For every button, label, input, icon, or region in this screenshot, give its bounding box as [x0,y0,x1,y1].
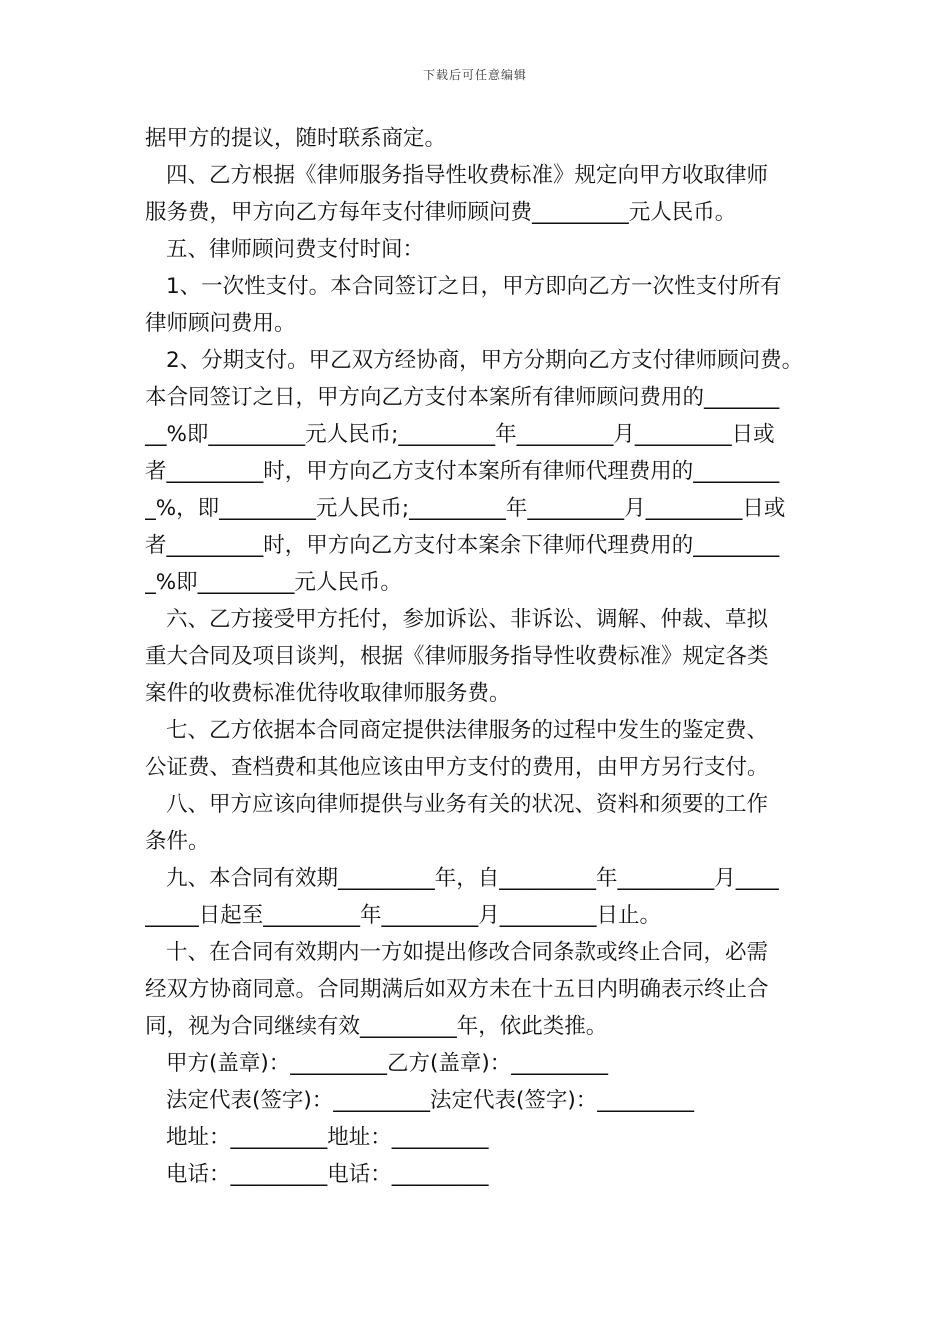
text-line: 同，视为合同继续有效_________年，依此类推。 [145,1014,608,1039]
clause-8-line: 八、甲方应该向律师提供与业务有关的状况、资料和须要的工作 [166,792,769,817]
contract-body [145,120,815,1193]
text-line: 者_________时，甲方向乙方支付本案余下律师代理费用的________ [145,533,780,558]
option-1-line: 1、一次性支付。本合同签订之日，甲方即向乙方一次性支付所有 [166,274,782,299]
signature-seal-line: 甲方(盖章)：_________乙方(盖章)：_________ [166,1051,609,1076]
text-line: 本合同签订之日，甲方向乙方支付本案所有律师顾问费用的_______ [145,385,780,410]
text-line: __%即_________元人民币;_________年_________月_________日或 [145,422,775,447]
text-line: 者_________时，甲方向乙方支付本案所有律师代理费用的________ [145,459,780,484]
text-line: _%即_________元人民币。 [145,570,402,595]
clause-9-line: 九、本合同有效期_________年，自_________年_________月____ [166,866,779,891]
signature-representative-line: 法定代表(签字)：_________法定代表(签字)：_________ [166,1088,695,1113]
text-line: 重大合同及项目谈判，根据《律师服务指导性收费标准》规定各类 [145,644,769,669]
clause-4-line: 四、乙方根据《律师服务指导性收费标准》规定向甲方收取律师 [166,163,769,188]
text-line: 据甲方的提议，随时联系商定。 [145,126,447,151]
option-2-line: 2、分期支付。甲乙双方经协商，甲方分期向乙方支付律师顾问费。 [166,348,804,373]
page-header: 下载后可任意编辑 [422,68,527,82]
text-line: _%，即_________元人民币;_________年_________月_________日或 [145,496,786,521]
text-line: _____日起至_________年_________月_________日止。 [145,903,662,928]
text-line: 案件的收费标准优待收取律师服务费。 [145,681,511,706]
text-line: 服务费，甲方向乙方每年支付律师顾问费_________元人民币。 [145,200,737,225]
text-line: 经双方协商同意。合同期满后如双方未在十五日内明确表示终止合 [145,977,769,1002]
phone-line: 电话：_________电话：_________ [166,1162,489,1187]
clause-10-line: 十、在合同有效期内一方如提出修改合同条款或终止合同，必需 [166,940,769,965]
clause-5-heading: 五、律师顾问费支付时间： [166,237,425,262]
text-line: 律师顾问费用。 [145,311,296,336]
address-line: 地址：_________地址：_________ [166,1125,489,1150]
clause-7-line: 七、乙方依据本合同商定提供法律服务的过程中发生的鉴定费、 [166,718,769,743]
clause-6-line: 六、乙方接受甲方托付，参加诉讼、非诉讼、调解、仲裁、草拟 [166,607,769,632]
text-line: 公证费、查档费和其他应该由甲方支付的费用，由甲方另行支付。 [145,755,769,780]
text-line: 条件。 [145,829,210,854]
